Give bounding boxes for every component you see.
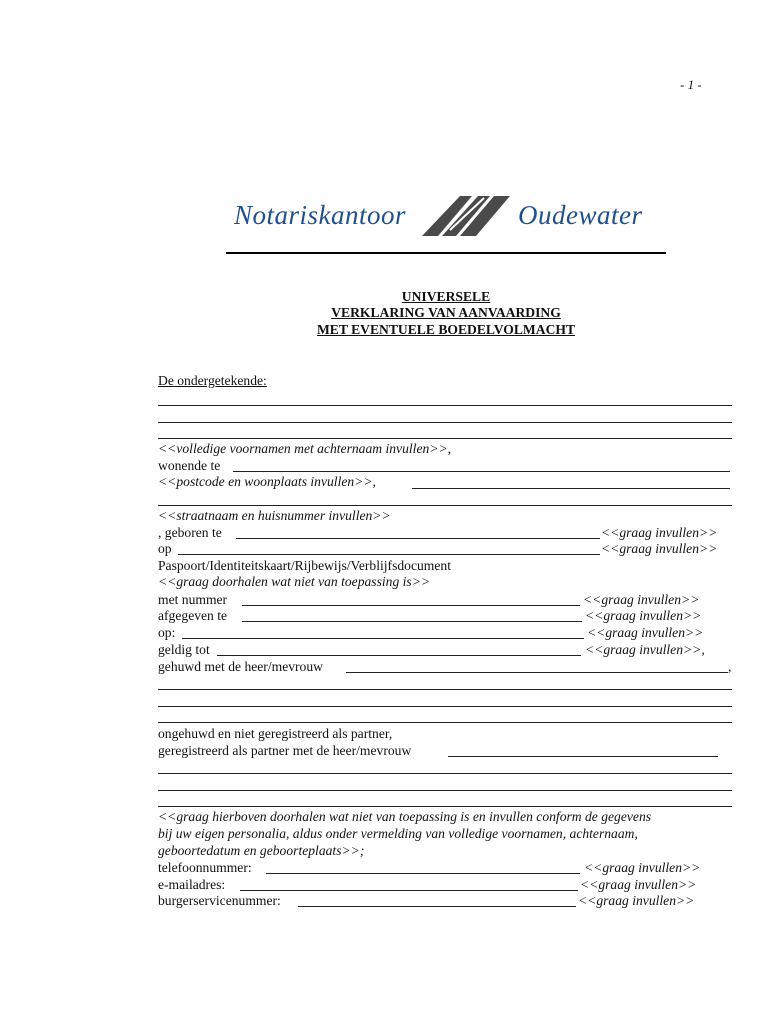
geldig-tot-field[interactable] <box>217 655 581 656</box>
page-number: - 1 - <box>680 77 702 92</box>
doorhalen-hint: <<graag doorhalen wat niet van toepassing is>> <box>158 574 431 589</box>
telefoon-field[interactable] <box>266 873 580 874</box>
instruction-line-2: bij uw eigen personalia, aldus onder vermelding van volledige voornamen, achternaam, <box>158 826 638 841</box>
comma: , <box>728 659 732 674</box>
bsn-label: burgerservicenummer: <box>158 893 281 908</box>
ongehuwd-label: ongehuwd en niet geregistreerd als partner, <box>158 726 393 741</box>
met-nummer-label: met nummer <box>158 592 228 607</box>
op-date-field[interactable] <box>182 638 584 639</box>
email-label: e-mailadres: <box>158 877 226 892</box>
blank-line <box>158 773 732 774</box>
afgegeven-te-field[interactable] <box>242 621 582 622</box>
blank-line <box>158 706 732 707</box>
op-field[interactable] <box>178 554 600 555</box>
graag-invullen-hint: <<graag invullen>> <box>601 525 718 540</box>
gehuwd-field[interactable] <box>346 672 728 673</box>
bsn-field[interactable] <box>298 906 576 907</box>
names-hint: <<volledige voornamen met achternaam invullen>>, <box>158 441 452 456</box>
logo-road-icon <box>420 190 512 242</box>
instruction-line-1: <<graag hierboven doorhalen wat niet van toepassing is en invullen conform de gegevens <box>158 809 652 824</box>
blank-line <box>158 438 732 439</box>
email-field[interactable] <box>240 890 578 891</box>
gehuwd-label: gehuwd met de heer/mevrouw <box>158 659 323 674</box>
logo <box>226 190 666 260</box>
title-line-2: VERKLARING VAN AANVAARDING <box>331 305 561 320</box>
logo-right-word: Oudewater <box>518 200 643 230</box>
afgegeven-te-label: afgegeven te <box>158 608 228 623</box>
title-line-1: UNIVERSELE <box>401 289 491 304</box>
blank-line <box>158 790 732 791</box>
logo-divider <box>226 252 666 254</box>
intro-label: De ondergetekende: <box>158 373 267 388</box>
title-line-3: MET EVENTUELE BOEDELVOLMACHT <box>316 322 576 337</box>
graag-invullen-hint: <<graag invullen>> <box>578 893 695 908</box>
blank-line <box>158 422 732 423</box>
postcode-hint: <<postcode en woonplaats invullen>>, <box>158 474 376 489</box>
geboren-te-field[interactable] <box>236 538 600 539</box>
instruction-line-3: geboortedatum en geboorteplaats>>; <box>158 843 365 858</box>
graag-invullen-hint: <<graag invullen>> <box>585 608 702 623</box>
graag-invullen-hint: <<graag invullen>> <box>601 541 718 556</box>
wonende-te-field[interactable] <box>233 471 730 472</box>
graag-invullen-hint: <<graag invullen>> <box>584 860 701 875</box>
met-nummer-field[interactable] <box>242 605 580 606</box>
geregistreerd-label: geregistreerd als partner met de heer/mevrouw <box>158 743 412 758</box>
graag-invullen-hint: <<graag invullen>> <box>580 877 697 892</box>
blank-line <box>158 505 732 506</box>
graag-invullen-hint: <<graag invullen>>, <box>585 642 705 657</box>
blank-line <box>158 689 732 690</box>
blank-line <box>158 806 732 807</box>
geboren-te-label: , geboren te <box>158 525 222 540</box>
street-hint: <<straatnaam en huisnummer invullen>> <box>158 508 391 523</box>
geregistreerd-field[interactable] <box>448 756 718 757</box>
blank-line <box>158 722 732 723</box>
geldig-tot-label: geldig tot <box>158 642 210 657</box>
op-label: op <box>158 541 172 556</box>
telefoon-label: telefoonnummer: <box>158 860 252 875</box>
documents-label: Paspoort/Identiteitskaart/Rijbewijs/Verblijfsdocument <box>158 558 451 573</box>
wonende-te-label: wonende te <box>158 458 221 473</box>
graag-invullen-hint: <<graag invullen>> <box>587 625 704 640</box>
graag-invullen-hint: <<graag invullen>> <box>583 592 700 607</box>
logo-left-word: Notariskantoor <box>234 200 407 230</box>
blank-line <box>158 405 732 406</box>
postcode-field[interactable] <box>412 488 730 489</box>
op-date-label: op: <box>158 625 176 640</box>
